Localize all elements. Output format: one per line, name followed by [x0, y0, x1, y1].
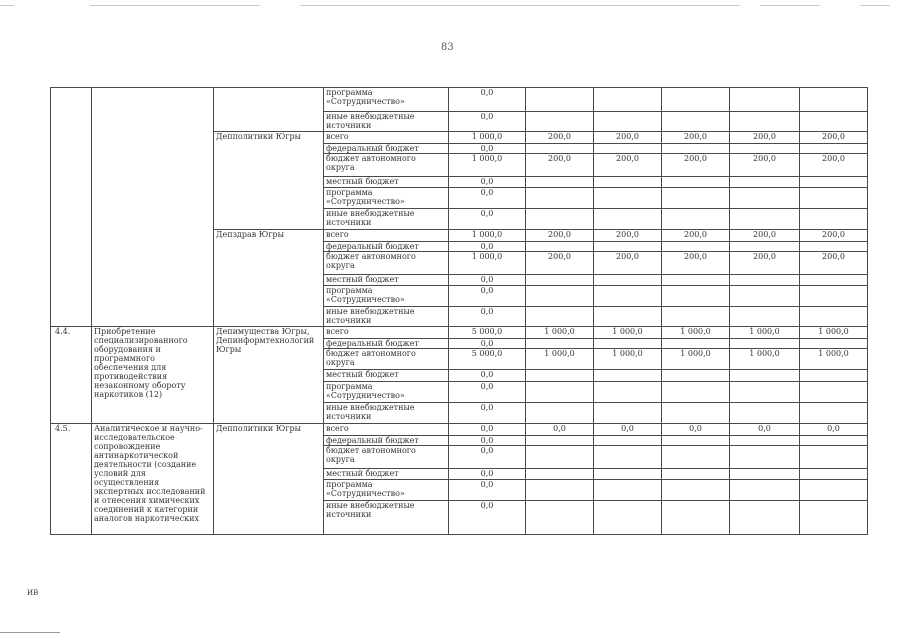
table-row: [51, 424, 868, 436]
value-total: 0,0: [449, 286, 526, 307]
value-total: 0,0: [449, 436, 526, 446]
value-total: 0,0: [449, 370, 526, 382]
source-cell: бюджет автономного округа: [324, 154, 449, 177]
item-name-cell: [92, 88, 214, 327]
source-cell: всего: [324, 132, 449, 144]
budget-table: [50, 87, 868, 535]
value-year-4: 200,0: [730, 252, 800, 275]
value-year-2: 200,0: [594, 252, 662, 275]
source-cell: программа «Сотрудничество»: [324, 286, 449, 307]
value-year-2: 200,0: [594, 132, 662, 144]
value-year-5: 200,0: [800, 252, 868, 275]
value-year-4: 200,0: [730, 132, 800, 144]
value-total: 1 000,0: [449, 252, 526, 275]
value-year-4: 0,0: [730, 424, 800, 436]
value-year-3: [662, 88, 730, 112]
value-year-1: 1 000,0: [526, 349, 594, 370]
executor-cell: [214, 88, 324, 132]
value-year-1: 200,0: [526, 132, 594, 144]
source-cell: местный бюджет: [324, 275, 449, 286]
executor-cell: Депполитики Югры: [214, 132, 324, 230]
source-cell: всего: [324, 230, 449, 242]
value-year-4: 200,0: [730, 154, 800, 177]
value-year-3: 1 000,0: [662, 349, 730, 370]
value-year-5: [800, 88, 868, 112]
source-cell: федеральный бюджет: [324, 144, 449, 154]
source-cell: иные внебюджетные источники: [324, 209, 449, 230]
value-year-4: [730, 88, 800, 112]
value-total: 0,0: [449, 382, 526, 403]
source-cell: всего: [324, 327, 449, 339]
value-year-3: 200,0: [662, 132, 730, 144]
value-year-5: 1 000,0: [800, 349, 868, 370]
source-cell: программа «Сотрудничество»: [324, 382, 449, 403]
value-total: 0,0: [449, 242, 526, 252]
source-cell: программа «Сотрудничество»: [324, 88, 449, 112]
source-cell: программа «Сотрудничество»: [324, 188, 449, 209]
scan-header-noise: [0, 0, 905, 12]
value-year-3: 200,0: [662, 230, 730, 242]
value-year-3: 0,0: [662, 424, 730, 436]
source-cell: всего: [324, 424, 449, 436]
value-year-2: 1 000,0: [594, 349, 662, 370]
source-cell: иные внебюджетные источники: [324, 403, 449, 424]
source-cell: иные внебюджетные источники: [324, 501, 449, 535]
table-row: [51, 88, 868, 112]
executor-cell: Депздрав Югры: [214, 230, 324, 327]
page-number: 83: [441, 42, 454, 53]
value-year-5: 200,0: [800, 132, 868, 144]
source-cell: местный бюджет: [324, 177, 449, 188]
value-year-1: 200,0: [526, 230, 594, 242]
value-total: 1 000,0: [449, 154, 526, 177]
value-year-2: 200,0: [594, 230, 662, 242]
value-year-1: 200,0: [526, 154, 594, 177]
value-total: 1 000,0: [449, 132, 526, 144]
value-year-5: 1 000,0: [800, 327, 868, 339]
value-total: 0,0: [449, 275, 526, 286]
value-year-1: 1 000,0: [526, 327, 594, 339]
value-total: 0,0: [449, 446, 526, 469]
value-year-3: 200,0: [662, 252, 730, 275]
source-cell: бюджет автономного округа: [324, 349, 449, 370]
item-number-cell: [51, 88, 92, 327]
value-year-4: 200,0: [730, 230, 800, 242]
table-row: [51, 327, 868, 339]
source-cell: федеральный бюджет: [324, 339, 449, 349]
source-cell: бюджет автономного округа: [324, 446, 449, 469]
value-year-1: 0,0: [526, 424, 594, 436]
value-total: 5 000,0: [449, 349, 526, 370]
source-cell: федеральный бюджет: [324, 242, 449, 252]
value-year-4: 1 000,0: [730, 327, 800, 339]
value-year-2: 1 000,0: [594, 327, 662, 339]
value-total: 0,0: [449, 339, 526, 349]
value-total: 0,0: [449, 112, 526, 132]
value-total: 0,0: [449, 469, 526, 480]
value-year-3: 200,0: [662, 154, 730, 177]
item-name-cell: Аналитическое и научно-исследовательское сопровождение антинаркотической деятельности (создание условий для осуществления экспертных исследований и отнесения химических соединений к категории аналогов наркотических: [92, 424, 214, 535]
footer-mark: ИВ: [27, 589, 39, 597]
source-cell: местный бюджет: [324, 469, 449, 480]
value-total: 0,0: [449, 177, 526, 188]
value-year-1: 200,0: [526, 252, 594, 275]
value-year-3: 1 000,0: [662, 327, 730, 339]
value-total: 1 000,0: [449, 230, 526, 242]
source-cell: федеральный бюджет: [324, 436, 449, 446]
value-total: 0,0: [449, 480, 526, 501]
source-cell: иные внебюджетные источники: [324, 307, 449, 327]
item-number-cell: 4.4.: [51, 327, 92, 424]
value-total: 0,0: [449, 307, 526, 327]
value-total: 0,0: [449, 501, 526, 535]
value-year-5: 200,0: [800, 154, 868, 177]
value-year-5: 0,0: [800, 424, 868, 436]
source-cell: программа «Сотрудничество»: [324, 480, 449, 501]
value-total: 0,0: [449, 424, 526, 436]
item-name-cell: Приобретение специализированного оборудования и программного обеспечения для противодействия незаконному обороту наркотиков (12): [92, 327, 214, 424]
value-total: 0,0: [449, 144, 526, 154]
value-year-2: [594, 88, 662, 112]
value-total: 5 000,0: [449, 327, 526, 339]
executor-cell: Депполитики Югры: [214, 424, 324, 535]
source-cell: бюджет автономного округа: [324, 252, 449, 275]
value-year-2: 0,0: [594, 424, 662, 436]
executor-cell: Депимущества Югры, Депинформтехнологий Югры: [214, 327, 324, 424]
value-total: 0,0: [449, 188, 526, 209]
source-cell: местный бюджет: [324, 370, 449, 382]
source-cell: иные внебюджетные источники: [324, 112, 449, 132]
scan-footer-line: [0, 632, 60, 633]
value-year-2: 200,0: [594, 154, 662, 177]
value-total: 0,0: [449, 403, 526, 424]
value-year-4: 1 000,0: [730, 349, 800, 370]
value-year-1: [526, 88, 594, 112]
value-year-5: 200,0: [800, 230, 868, 242]
value-total: 0,0: [449, 88, 526, 112]
value-total: 0,0: [449, 209, 526, 230]
item-number-cell: 4.5.: [51, 424, 92, 535]
